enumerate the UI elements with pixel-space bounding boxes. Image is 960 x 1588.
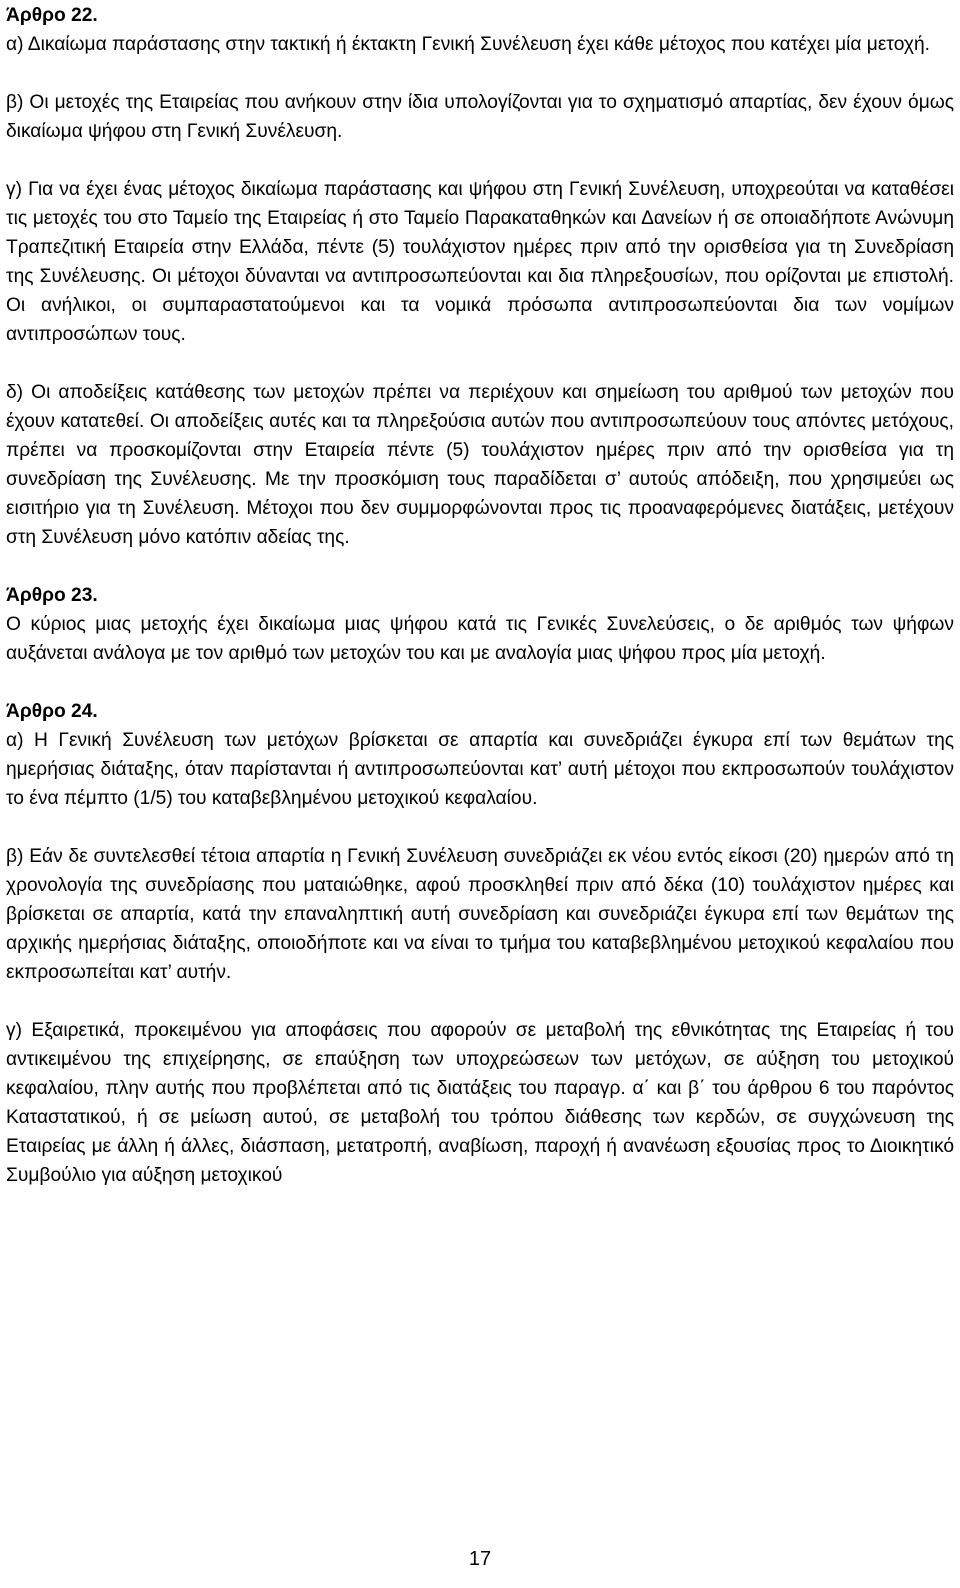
article-paragraph: γ) Εξαιρετικά, προκειμένου για αποφάσεις που αφορούν σε μεταβολή της εθνικότητας της Εταιρείας ή του αντικειμένου της επιχείρησης, σε επαύξηση των υποχρεώσεων των μετόχων, σε αύξηση του μετοχικού κεφαλαίου, πλην αυτής που προβλέπεται από τις διατάξεις του παραγρ. α΄ και β΄ του άρθρου 6 του παρόντος Καταστατικού, ή σε μείωση αυτού, σε μεταβολή του τρόπου διάθεσης των κερδών, σε συγχώνευση της Εταιρείας με άλλη ή άλλες, διάσπαση, μετατροπή, αναβίωση, παροχή ή ανανέωση εξουσίας προς το Διοικητικό Συμβούλιο για αύξηση μετοχικού (6, 1020, 954, 1186)
page-number: 17 (468, 1548, 492, 1570)
article-heading: Άρθρο 24. (6, 701, 98, 722)
article-paragraph: β) Οι μετοχές της Εταιρείας που ανήκουν στην ίδια υπολογίζονται για το σχηματισμό απαρτίας, δεν έχουν όμως δικαίωμα ψήφου στη Γενική Συνέλευση. (6, 92, 954, 142)
paragraph-spacer (6, 552, 954, 581)
paragraph-spacer (6, 59, 954, 88)
article-paragraph: δ) Οι αποδείξεις κατάθεσης των μετοχών πρέπει να περιέχουν και σημείωση του αριθμού των μετοχών που έχουν κατατεθεί. Οι αποδείξεις αυτές και τα πληρεξούσια αυτών που αντιπροσωπεύουν τους απόντες μετόχους, πρέπει να προσκομίζονται στην Εταιρεία πέντε (5) τουλάχιστον ημέρες πριν από την ορισθείσα για τη συνεδρίαση της Συνέλευσης. Με την προσκόμιση τους παραδίδεται σ’ αυτούς απόδειξη, που χρησιμεύει ως εισιτήριο για τη Συνέλευση. Μέτοχοι που δεν συμμορφώνονται προς τις προαναφερόμενες διατάξεις, μετέχουν στη Συνέλευση μόνο κατόπιν αδείας της. (6, 382, 954, 548)
document-page (6, 1, 954, 1190)
paragraph-spacer (6, 668, 954, 697)
paragraph-spacer (6, 987, 954, 1016)
article-paragraph: α) Δικαίωμα παράστασης στην τακτική ή έκτακτη Γενική Συνέλευση έχει κάθε μέτοχος που κατέχει μία μετοχή. (6, 34, 930, 55)
article-paragraph: α) Η Γενική Συνέλευση των μετόχων βρίσκεται σε απαρτία και συνεδριάζει έγκυρα επί των θεμάτων της ημερήσιας διάταξης, όταν παρίστανται ή αντιπροσωπεύονται κατ’ αυτή μέτοχοι που εκπροσωπούν τουλάχιστον το ένα πέμπτο (1/5) του καταβεβλημένου μετοχικού κεφαλαίου. (6, 730, 954, 809)
paragraph-spacer (6, 349, 954, 378)
article-paragraph: β) Εάν δε συντελεσθεί τέτοια απαρτία η Γενική Συνέλευση συνεδριάζει εκ νέου εντός είκοσι (20) ημερών από τη χρονολογία της συνεδρίασης που ματαιώθηκε, αφού προσκληθεί πριν από δέκα (10) τουλάχιστον ημέρες και βρίσκεται σε απαρτία, κατά την επαναληπτική αυτή συνεδρίαση και συνεδριάζει έγκυρα επί των θεμάτων της αρχικής ημερήσιας διάταξης, οποιοδήποτε και να είναι το τμήμα του καταβεβλημένου μετοχικού κεφαλαίου που εκπροσωπείται κατ’ αυτήν. (6, 846, 954, 983)
article-paragraph: Ο κύριος μιας μετοχής έχει δικαίωμα μιας ψήφου κατά τις Γενικές Συνελεύσεις, ο δε αριθμός των ψήφων αυξάνεται ανάλογα με τον αριθμό των μετοχών του και με αναλογία μιας ψήφου προς μία μετοχή. (6, 614, 954, 664)
article-paragraph: γ) Για να έχει ένας μέτοχος δικαίωμα παράστασης και ψήφου στη Γενική Συνέλευση, υποχρεούται να καταθέσει τις μετοχές του στο Ταμείο της Εταιρείας ή στο Ταμείο Παρακαταθηκών και Δανείων ή σε οποιαδήποτε Ανώνυμη Τραπεζιτική Εταιρεία στην Ελλάδα, πέντε (5) τουλάχιστον ημέρες πριν από την ορισθείσα για τη Συνεδρίαση της Συνέλευσης. Οι μέτοχοι δύνανται να αντιπροσωπεύονται και δια πληρεξουσίων, που ορίζονται με επιστολή. Οι ανήλικοι, οι συμπαραστατούμενοι και τα νομικά πρόσωπα αντιπροσωπεύονται δια των νομίμων αντιπροσώπων τους. (6, 179, 954, 345)
article-heading: Άρθρο 22. (6, 5, 98, 26)
paragraph-spacer (6, 146, 954, 175)
paragraph-spacer (6, 813, 954, 842)
article-heading: Άρθρο 23. (6, 585, 98, 606)
